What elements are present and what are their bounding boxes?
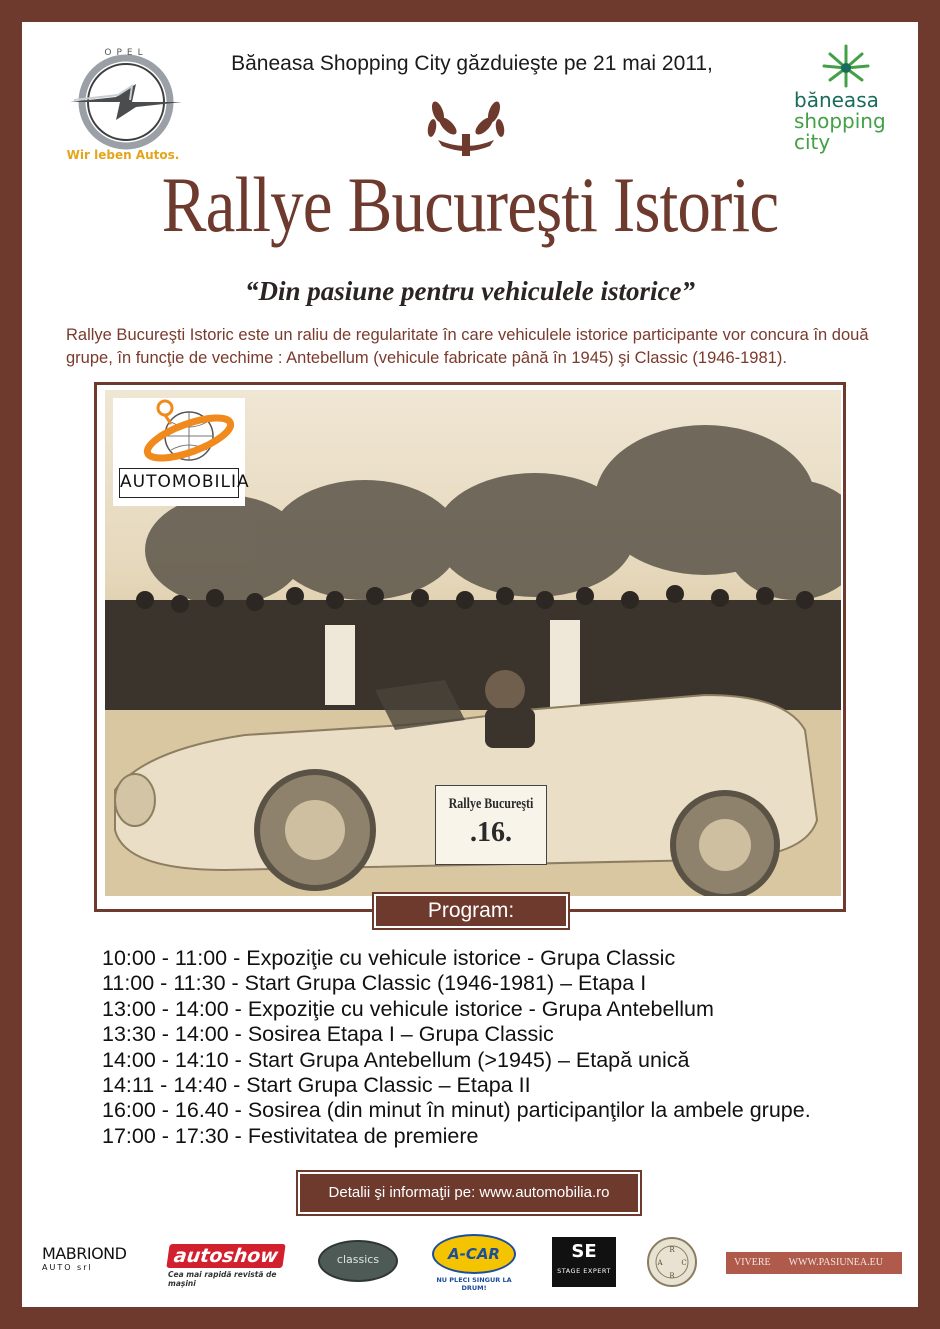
program-item: 14:00 - 14:10 - Start Grupa Antebellum (>1945) – Etapă unică <box>102 1047 690 1072</box>
event-motto: “Din pasiune pentru vehiculele istorice” <box>244 276 695 306</box>
mabriond-sub: AUTO srl <box>42 1263 93 1272</box>
acar-name: A-CAR <box>432 1234 516 1274</box>
stage-expert-logo <box>552 1237 616 1287</box>
arc-seal-icon <box>646 1236 698 1288</box>
program-heading: Program: <box>374 894 568 928</box>
plate-number: .16. <box>470 817 512 848</box>
svg-text:C: C <box>681 1259 687 1267</box>
pasiunea-left: VIVERE <box>734 1257 771 1268</box>
svg-text:A: A <box>657 1259 663 1267</box>
baneasa-word-3: city <box>794 130 831 154</box>
stage-expert-name: STAGE EXPERT <box>557 1267 611 1275</box>
svg-text:OPEL: OPEL <box>104 48 148 58</box>
stage-expert-mark-icon: SE <box>571 1241 597 1262</box>
intro-text: Băneasa Shopping City găzduieşte pe 21 mai 2011, <box>231 52 713 75</box>
acar-logo <box>432 1234 516 1290</box>
svg-text:R: R <box>669 1272 675 1280</box>
rally-photo <box>105 390 841 896</box>
program-item: 17:00 - 17:30 - Festivitatea de premiere <box>102 1123 479 1148</box>
details-link[interactable]: Detalii şi informaţii pe: www.automobilia.ro <box>298 1172 640 1214</box>
autoshow-tagline: Cea mai rapidă revistă de maşini <box>168 1270 277 1288</box>
opel-tagline: Wir leben Autos. <box>66 148 180 162</box>
mabriond-logo <box>42 1244 142 1280</box>
baneasa-wordmark <box>794 90 886 153</box>
acar-tagline: NU PLECI SINGUR LA DRUM! <box>436 1276 512 1292</box>
program-item: 16:00 - 16.40 - Sosirea (din minut în minut) participanţilor la ambele grupe. <box>102 1098 811 1123</box>
svg-text:R: R <box>669 1246 675 1254</box>
poster <box>22 22 918 1307</box>
photo-frame <box>94 382 846 912</box>
pasiunea-url: WWW.PASIUNEA.EU <box>788 1257 883 1268</box>
program-item: 10:00 - 11:00 - Expoziţie cu vehicule istorice - Grupa Classic <box>102 946 676 970</box>
event-title: Rallye Bucureşti Istoric <box>161 161 779 248</box>
event-description: Rallye Bucureşti Istoric este un raliu de regularitate în care vehiculele istorice participante vor concura în două grupe, în funcţie de vechime : Antebellum (vehicule fabricate până în 1945) şi Classic (1946-1981). <box>66 326 869 367</box>
rally-plate <box>435 785 547 865</box>
baneasa-word-2: shopping <box>794 109 886 133</box>
classics-logo: classics <box>318 1240 398 1282</box>
program-item: 13:00 - 14:00 - Expoziţie cu vehicule istorice - Grupa Antebellum <box>102 996 714 1021</box>
program-item: 14:11 - 14:40 - Start Grupa Classic – Etapa II <box>102 1073 531 1098</box>
baneasa-word-1: băneasa <box>794 88 879 112</box>
program-item: 11:00 - 11:30 - Start Grupa Classic (1946-1981) – Etapa I <box>102 971 647 996</box>
plate-title: Rallye Bucureşti <box>448 796 534 812</box>
autoshow-name: autoshow <box>166 1244 285 1268</box>
pasiunea-banner[interactable] <box>726 1252 902 1274</box>
globe-icon <box>113 398 245 468</box>
program-list <box>102 946 882 1149</box>
autoshow-logo <box>168 1244 284 1288</box>
automobilia-label: AUTOMOBILIA <box>119 468 239 498</box>
laurel-emblem-icon <box>418 92 514 162</box>
automobilia-logo <box>113 398 250 506</box>
mabriond-name: MABRIOND <box>42 1244 127 1263</box>
program-item: 13:30 - 14:00 - Sosirea Etapa I – Grupa Classic <box>102 1022 554 1047</box>
